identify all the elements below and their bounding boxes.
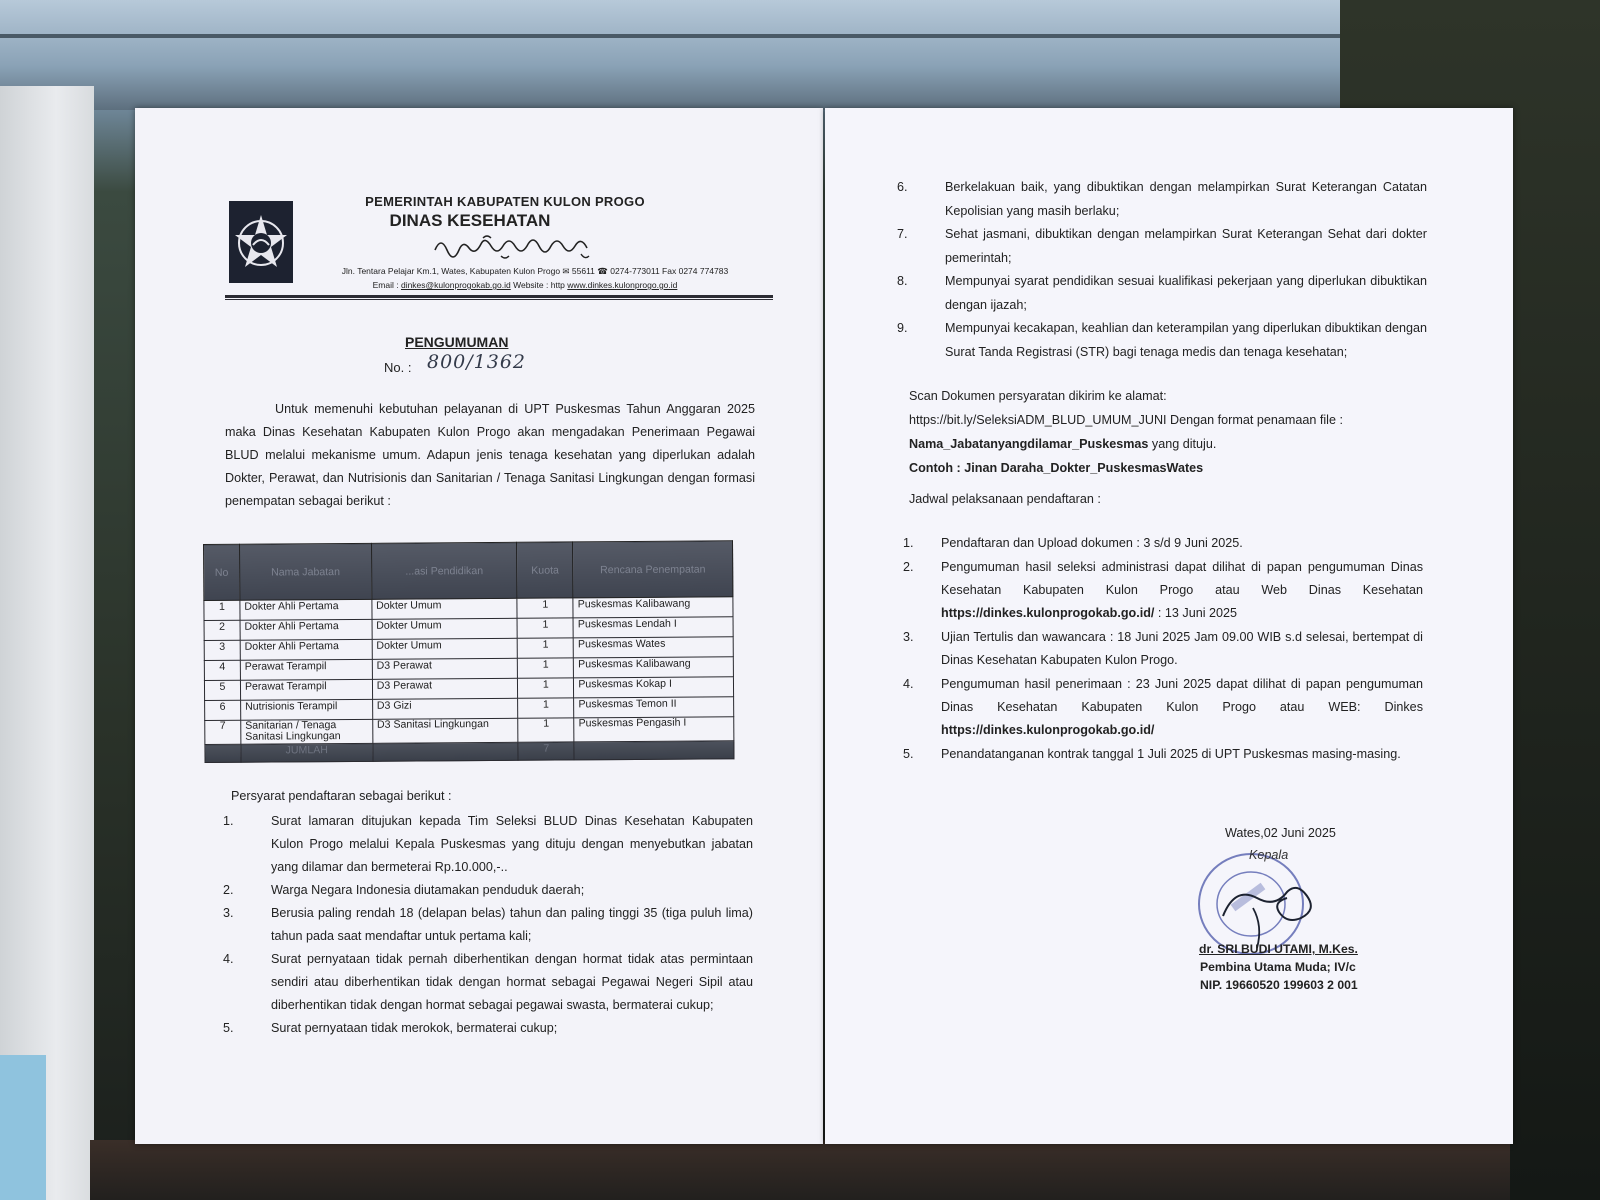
background-floor [90,1140,1510,1200]
announcement-title: PENGUMUMAN [405,334,509,350]
schedule-heading: Jadwal pelaksanaan pendaftaran : [909,492,1101,506]
col-header-education: ...asi Pendidikan [371,542,517,599]
col-header-placement: Rencana Penempatan [573,541,733,598]
item-text: Sehat jasmani, dibuktikan dengan melampirkan Surat Keterangan Sehat dari dokter pemerintah; [945,227,1427,265]
item-number: 5. [903,747,914,761]
list-item [223,810,753,879]
item-number: 8. [897,274,908,288]
submission-line: Scan Dokumen persyaratan dikirim ke alamat: [909,389,1167,403]
item-number: 4. [903,677,914,691]
cell-placement: Puskesmas Lendah I [573,617,733,638]
web-link[interactable]: https://dinkes.kulonprogokab.go.id/ [941,606,1155,620]
website-label: Website : http [510,280,568,290]
contact-line [285,280,765,290]
cell-quota: 1 [518,658,574,678]
signature-place-date: Wates,02 Juni 2025 [1225,826,1336,840]
item-number: 5. [223,1021,234,1035]
cell-no: 7 [205,720,241,744]
item-number: 2. [223,883,234,897]
list-item [223,879,753,902]
table-row [205,717,734,745]
cell-placement: Puskesmas Wates [573,637,733,658]
cell-position: Nutrisionis Terampil [241,699,373,720]
item-text: Surat pernyataan tidak pernah diberhentikan dengan hormat tidak atas permintaan sendiri atau diberhentikan tidak dengan hormat sebagai Pegawai Negeri Sipil atau diberhentikan tidak dengan hormat sebagai pegawai swasta, bermaterai cukup; [271,952,753,1012]
item-number: 7. [897,227,908,241]
list-item [897,270,1427,317]
item-number: 1. [903,536,914,550]
cell-placement: Puskesmas Temon II [574,697,734,718]
document-submission-info [909,384,1429,480]
website-link[interactable]: www.dinkes.kulonprogo.go.id [567,280,678,290]
cell-placement: Puskesmas Pengasih I [574,717,734,742]
list-item [223,1017,753,1040]
item-text: Penandatanganan kontrak tanggal 1 Juli 2025 di UPT Puskesmas masing-masing. [941,747,1401,761]
item-text: Berkelakuan baik, yang dibuktikan dengan melampirkan Surat Keterangan Catatan Kepolisian yang masih berlaku; [945,180,1427,218]
item-number: 4. [223,952,234,966]
list-item [223,902,753,948]
file-format-line [909,432,1429,456]
cell-total-label: JUMLAH [241,743,373,762]
background-side-paper [0,86,94,1200]
cell-no: 2 [204,620,240,640]
item-text: Mempunyai syarat pendidikan sesuai kualifikasi pekerjaan yang diperlukan dibuktikan dengan ijazah; [945,274,1427,312]
item-text: Surat lamaran ditujukan kepada Tim Seleksi BLUD Dinas Kesehatan Kabupaten Kulon Progo melalui Kepala Puskesmas yang dituju dengan menyebutkan jabatan yang dilamar dan bermeterai Rp.10.000,-.. [271,814,753,874]
letterhead-divider-thin [225,299,773,300]
cell-quota: 1 [518,678,574,698]
example-text: Contoh : Jinan Daraha_Dokter_PuskesmasWates [909,461,1204,475]
cell-education: D3 Sanitasi Lingkungan [372,718,518,743]
cell-education: D3 Perawat [372,658,518,679]
table-header-row [204,541,733,601]
item-text: Warga Negara Indonesia diutamakan penduduk daerah; [271,883,585,897]
list-item [223,948,753,1017]
table-total-row [205,741,734,763]
cell-placement: Puskesmas Kalibawang [573,597,733,618]
cell-quota: 1 [518,638,574,658]
signatory-nip: NIP. 19660520 199603 2 001 [1200,978,1358,992]
item-text: Mempunyai kecakapan, keahlian dan keterampilan yang diperlukan dibuktikan dengan Surat Tanda Registrasi (STR) bagi tenaga medis dan tenaga kesehatan; [945,321,1427,359]
list-item [897,317,1427,364]
item-text: Berusia paling rendah 18 (delapan belas) tahun dan paling tinggi 35 (tiga puluh lima) tahun pada saat mendaftar untuk pertama kali; [271,906,753,943]
requirements-heading: Persyarat pendaftaran sebagai berikut : [231,789,452,803]
cell-quota: 1 [517,598,573,618]
cell-total-blank [205,744,241,762]
javanese-script-line [431,232,611,260]
list-item [903,673,1423,742]
cell-total-value: 7 [518,742,574,760]
cell-position: Perawat Terampil [240,659,372,680]
cell-education: D3 Perawat [372,678,518,699]
list-item [903,626,1423,672]
cell-position: Dokter Ahli Pertama [240,619,372,640]
item-text: Pengumuman hasil seleksi administrasi dapat dilihat di papan pengumuman Dinas Kesehatan Kabupaten Kulon Progo atau Web Dinas Kesehatan [941,560,1423,597]
cell-education: D3 Gizi [372,698,518,719]
item-number: 9. [897,321,908,335]
item-number: 3. [903,630,914,644]
intro-paragraph: Untuk memenuhi kebutuhan pelayanan di UPT Puskesmas Tahun Anggaran 2025 maka Dinas Kesehatan Kabupaten Kulon Progo akan mengadakan Penerimaan Pegawai BLUD melalui mekanisme umum. Adapun jenis tenaga kesehatan yang diperlukan adalah Dokter, Perawat, dan Nutrisionis dan Sanitarian / Tenaga Sanitasi Lingkungan dengan formasi penempatan sebagai berikut : [225,402,755,508]
item-number: 1. [223,814,234,828]
email-label: Email : [372,280,401,290]
cell-quota: 1 [518,698,574,718]
department-name: DINAS KESEHATAN [389,211,551,230]
item-number: 3. [223,906,234,920]
item-text: Pendaftaran dan Upload dokumen : 3 s/d 9 Juni 2025. [941,536,1243,550]
cell-total-blank-2 [373,742,519,761]
file-format-pattern: Nama_Jabatanyangdilamar_Puskesmas [909,437,1149,451]
cell-education: Dokter Umum [372,618,518,639]
cell-position: Sanitarian / Tenaga Sanitasi Lingkungan [241,719,373,744]
cell-no: 4 [204,660,240,680]
item-number: 6. [897,180,908,194]
col-header-position: Nama Jabatan [239,543,371,600]
government-name: PEMERINTAH KABUPATEN KULON PROGO [365,194,645,209]
formation-table [203,540,735,763]
cell-placement: Puskesmas Kokap I [574,677,734,698]
office-address: Jln. Tentara Pelajar Km.1, Wates, Kabupaten Kulon Progo ✉ 55611 ☎ 0274-773011 Fax 0274 774783 [341,266,729,276]
cell-quota: 1 [517,618,573,638]
letterhead-divider [225,295,773,298]
announcement-page-1 [135,108,823,1144]
submission-link[interactable]: https://bit.ly/SeleksiADM_BLUD_UMUM_JUNI Dengan format penamaan file : [909,413,1343,427]
cell-position: Dokter Ahli Pertama [240,599,372,620]
web-link[interactable]: https://dinkes.kulonprogokab.go.id/ [941,723,1155,737]
email-link[interactable]: dinkes@kulonprogokab.go.id [400,280,511,290]
signatory-name: dr. SRI BUDI UTAMI, M.Kes. [1199,942,1358,956]
cell-quota: 1 [518,718,574,742]
file-format-example [909,456,1429,480]
cell-no: 1 [204,600,240,620]
cell-education: Dokter Umum [372,598,518,619]
cell-no: 6 [205,700,241,720]
announcement-number-label: No. : [384,360,412,375]
list-item [897,223,1427,270]
item-text: Ujian Tertulis dan wawancara : 18 Juni 2025 Jam 09.00 WIB s.d selesai, bertempat di Dinas Kesehatan Kabupaten Kulon Progo. [941,630,1423,667]
requirements-list-part-2 [897,176,1427,364]
list-item [897,176,1427,223]
cell-position: Perawat Terampil [240,679,372,700]
schedule-list [903,532,1423,767]
cell-no: 3 [204,640,240,660]
col-header-quota: Kuota [517,542,573,598]
requirements-list-part-1 [223,810,753,1040]
kulon-progo-logo [229,201,293,283]
announcement-page-2 [825,108,1513,1144]
col-header-no: No [204,544,240,600]
item-number: 2. [903,560,914,574]
announcement-number-handwritten: 800/1362 [427,351,527,373]
file-format-suffix: yang dituju. [1148,437,1217,451]
list-item [903,532,1423,555]
list-item [903,743,1423,766]
item-text: Surat pernyataan tidak merokok, bermaterai cukup; [271,1021,558,1035]
item-text: Pengumuman hasil penerimaan : 23 Juni 2025 dapat dilihat di papan pengumuman Dinas Kesehatan Kabupaten Kulon Progo atau WEB: Dinkes [941,677,1423,714]
background-blue-sticker [0,1055,46,1200]
star-emblem-icon [233,207,289,277]
item-text-after: : 13 Juni 2025 [1154,606,1238,620]
cell-education: Dokter Umum [372,638,518,659]
cell-position: Dokter Ahli Pertama [240,639,372,660]
cell-total-blank-3 [574,741,734,760]
cell-no: 5 [204,680,240,700]
signatory-rank: Pembina Utama Muda; IV/c [1200,960,1356,974]
list-item [903,556,1423,625]
cell-placement: Puskesmas Kalibawang [574,657,734,678]
signatory-role: Kepala [1249,848,1289,862]
